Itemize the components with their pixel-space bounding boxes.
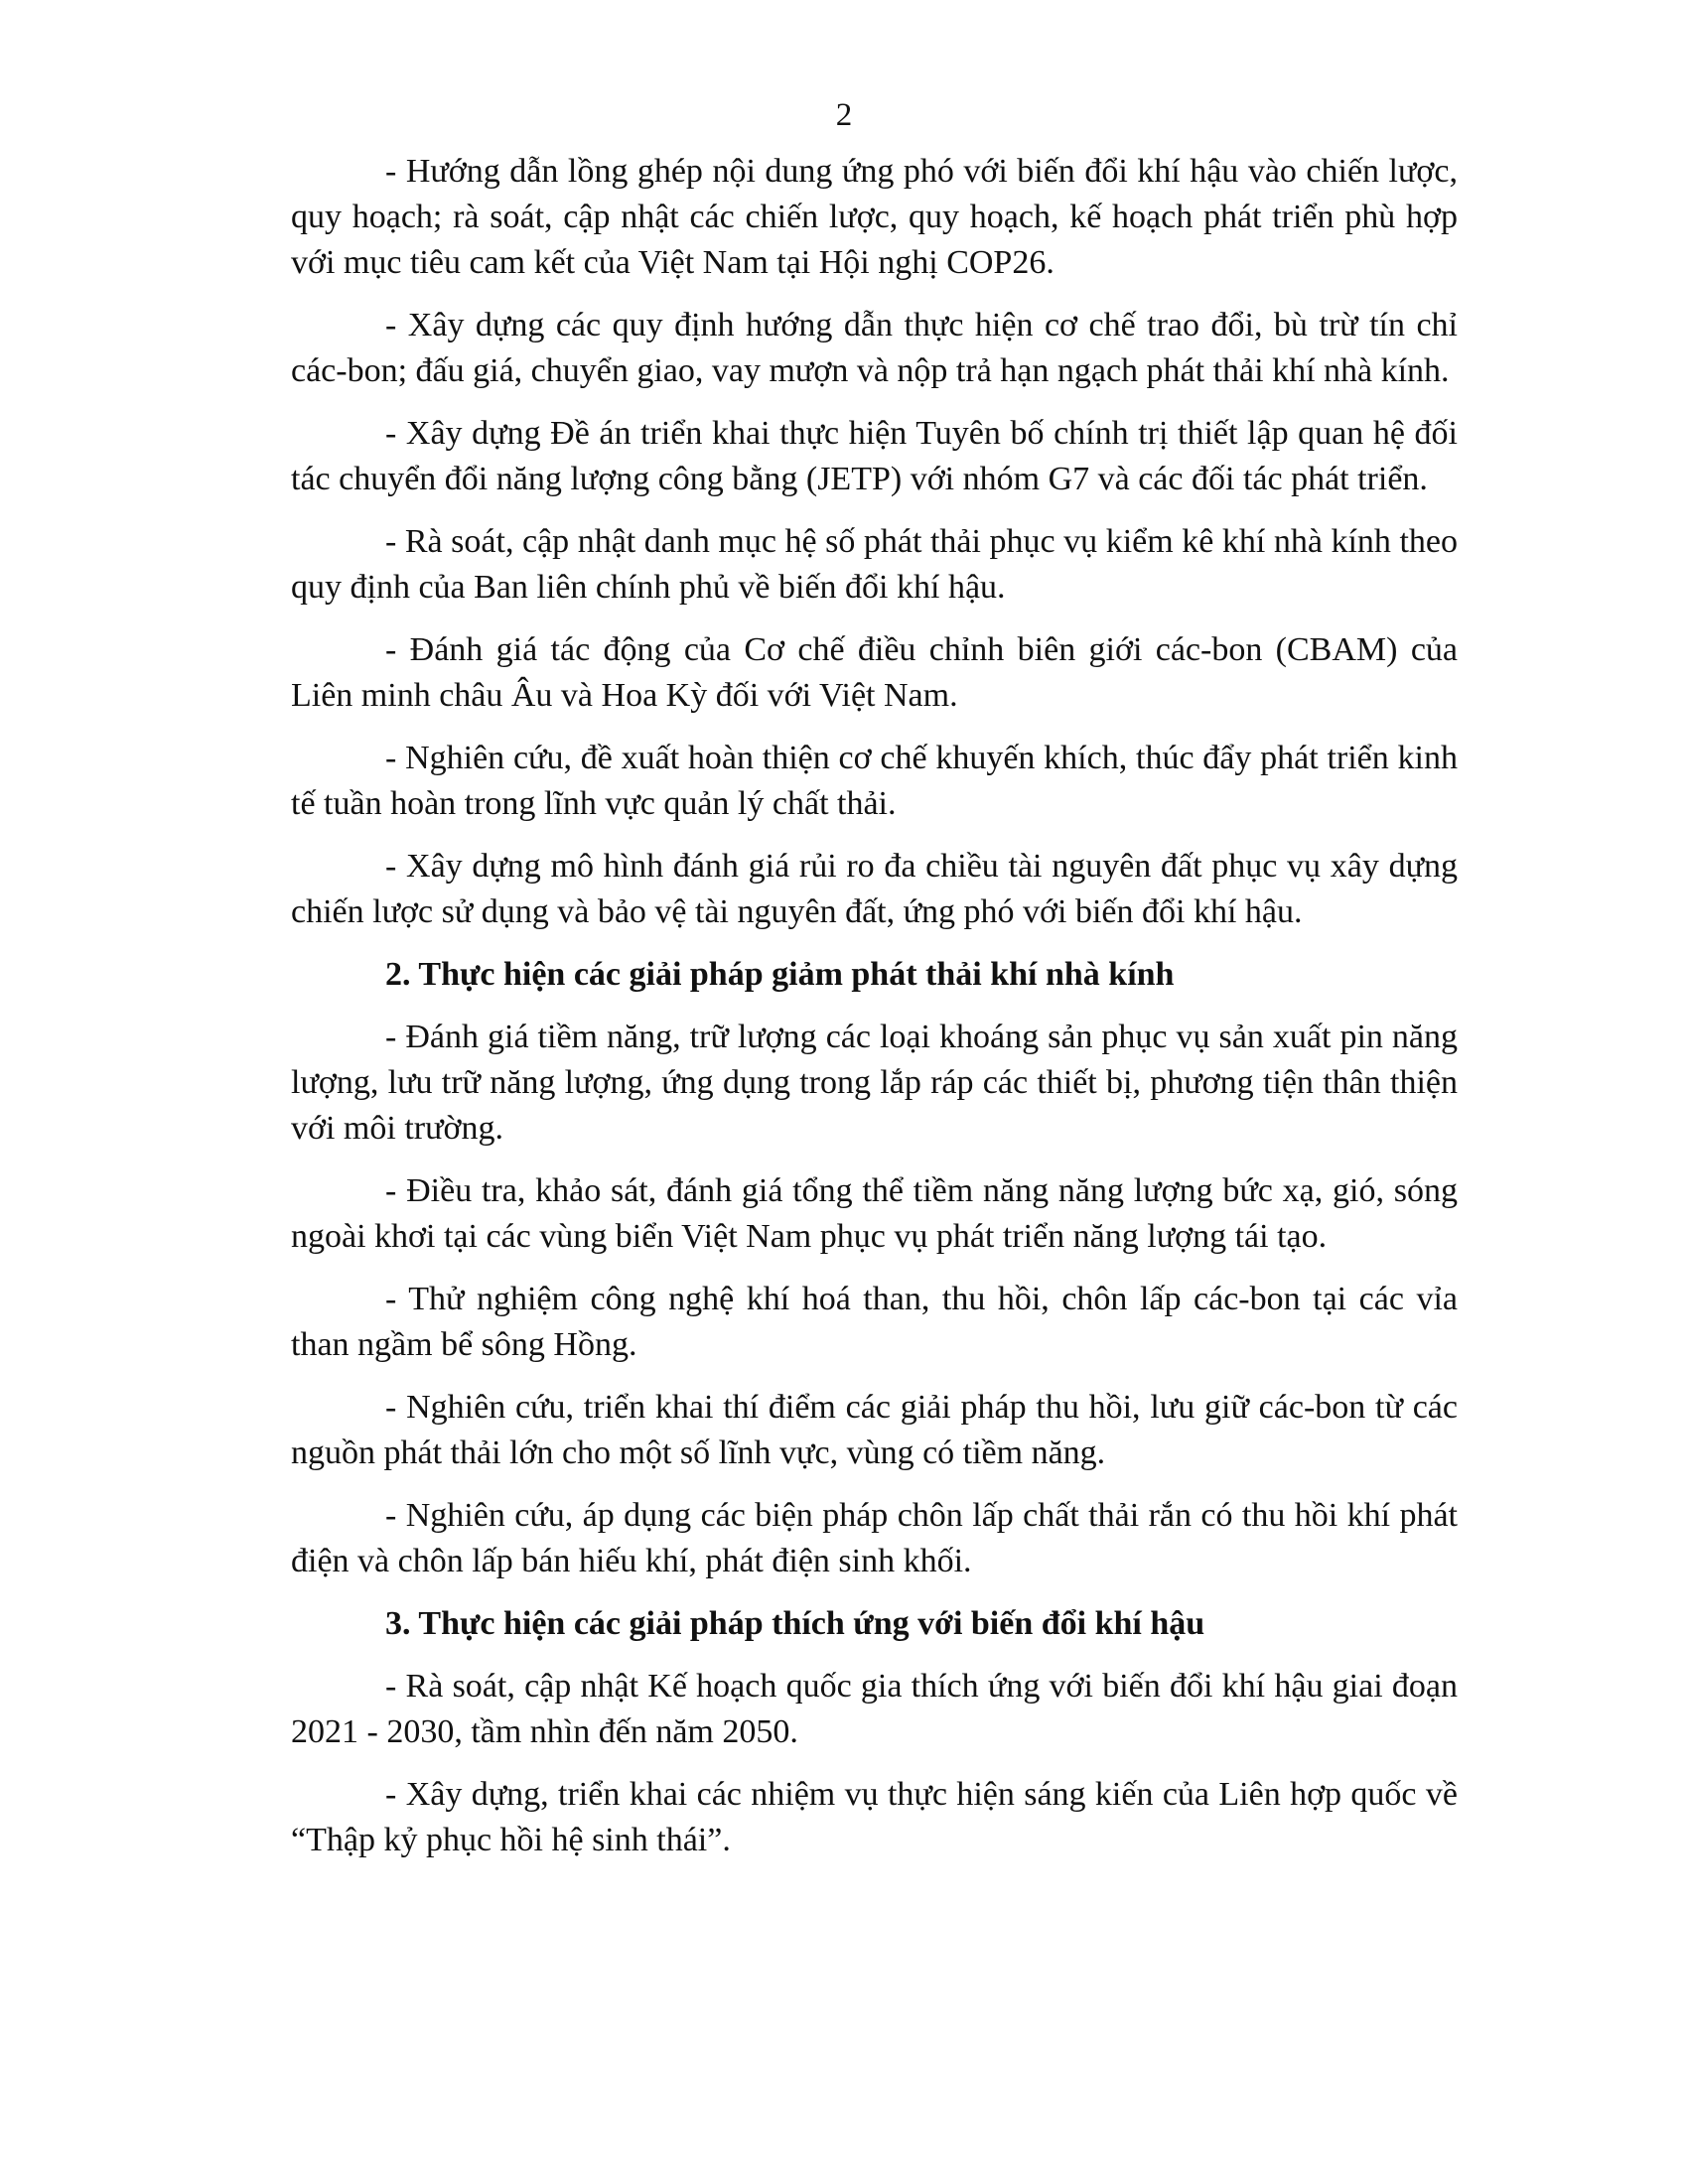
paragraph: - Đánh giá tiềm năng, trữ lượng các loại khoáng sản phục vụ sản xuất pin năng lượng, lưu trữ năng lượng, ứng dụng trong lắp ráp các thiết bị, phương tiện thân thiện với môi trường.	[291, 1019, 1458, 1147]
paragraph: - Xây dựng, triển khai các nhiệm vụ thực hiện sáng kiến của Liên hợp quốc về “Thập kỷ phục hồi hệ sinh thái”.	[291, 1776, 1458, 1858]
section-heading: 2. Thực hiện các giải pháp giảm phát thải khí nhà kính	[385, 956, 1175, 993]
paragraph: - Nghiên cứu, đề xuất hoàn thiện cơ chế khuyến khích, thúc đẩy phát triển kinh tế tuần hoàn trong lĩnh vực quản lý chất thải.	[291, 740, 1458, 822]
page-number: 2	[835, 97, 853, 133]
paragraph: - Nghiên cứu, triển khai thí điểm các giải pháp thu hồi, lưu giữ các-bon từ các nguồn phát thải lớn cho một số lĩnh vực, vùng có tiềm năng.	[291, 1389, 1458, 1471]
paragraph: - Hướng dẫn lồng ghép nội dung ứng phó với biến đổi khí hậu vào chiến lược, quy hoạch; rà soát, cập nhật các chiến lược, quy hoạch, kế hoạch phát triển phù hợp với mục tiêu cam kết của Việt Nam tại Hội nghị COP26.	[291, 153, 1458, 281]
paragraph: - Rà soát, cập nhật danh mục hệ số phát thải phục vụ kiểm kê khí nhà kính theo quy định của Ban liên chính phủ về biến đổi khí hậu.	[291, 523, 1458, 606]
paragraph: - Thử nghiệm công nghệ khí hoá than, thu hồi, chôn lấp các-bon tại các vỉa than ngầm bể sông Hồng.	[291, 1281, 1458, 1363]
paragraph: - Xây dựng mô hình đánh giá rủi ro đa chiều tài nguyên đất phục vụ xây dựng chiến lược sử dụng và bảo vệ tài nguyên đất, ứng phó với biến đổi khí hậu.	[291, 848, 1458, 930]
paragraph: - Rà soát, cập nhật Kế hoạch quốc gia thích ứng với biến đổi khí hậu giai đoạn 2021 - 2030, tầm nhìn đến năm 2050.	[291, 1668, 1458, 1750]
paragraph: - Đánh giá tác động của Cơ chế điều chỉnh biên giới các-bon (CBAM) của Liên minh châu Âu và Hoa Kỳ đối với Việt Nam.	[291, 631, 1458, 714]
paragraph: - Xây dựng các quy định hướng dẫn thực hiện cơ chế trao đổi, bù trừ tín chỉ các-bon; đấu giá, chuyển giao, vay mượn và nộp trả hạn ngạch phát thải khí nhà kính.	[291, 307, 1458, 389]
paragraph: - Xây dựng Đề án triển khai thực hiện Tuyên bố chính trị thiết lập quan hệ đối tác chuyển đổi năng lượng công bằng (JETP) với nhóm G7 và các đối tác phát triển.	[291, 415, 1458, 497]
paragraph: - Điều tra, khảo sát, đánh giá tổng thể tiềm năng năng lượng bức xạ, gió, sóng ngoài khơi tại các vùng biển Việt Nam phục vụ phát triển năng lượng tái tạo.	[291, 1172, 1458, 1255]
section-heading: 3. Thực hiện các giải pháp thích ứng với biến đổi khí hậu	[385, 1605, 1205, 1642]
paragraph: - Nghiên cứu, áp dụng các biện pháp chôn lấp chất thải rắn có thu hồi khí phát điện và chôn lấp bán hiếu khí, phát điện sinh khối.	[291, 1497, 1458, 1579]
document-body	[291, 149, 1458, 1880]
